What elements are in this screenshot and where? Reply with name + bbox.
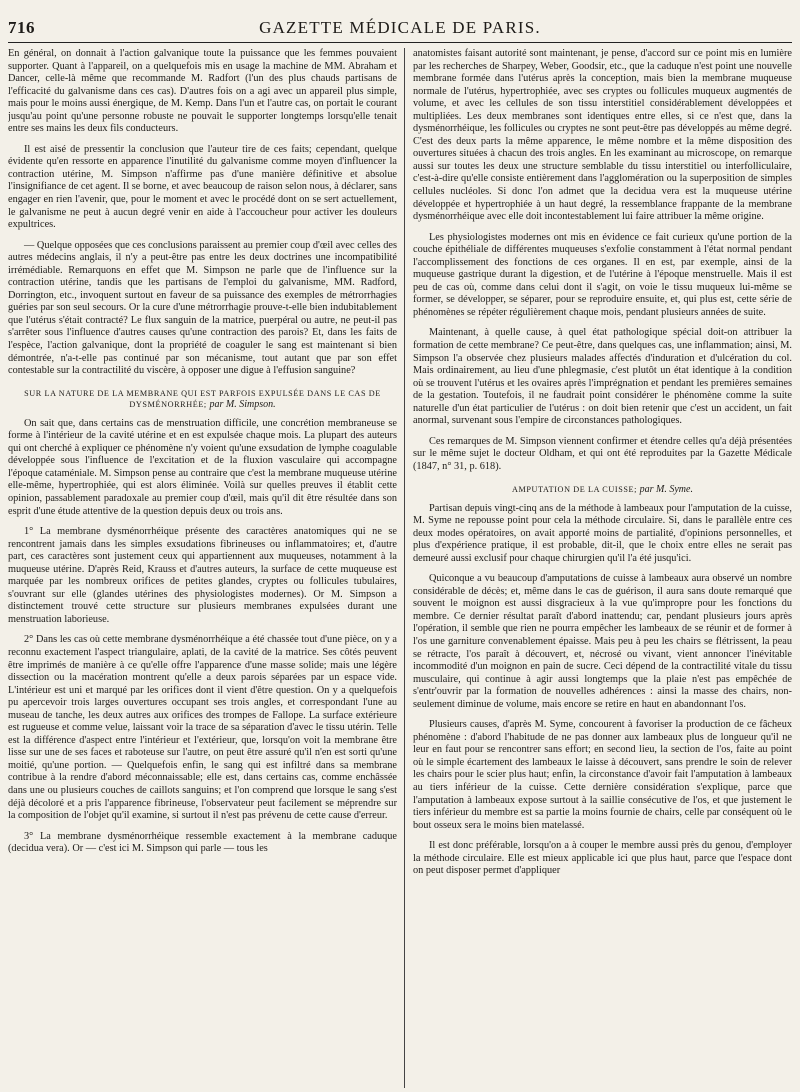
paragraph: Plusieurs causes, d'après M. Syme, concourent à favoriser la production de ce fâcheux phénomène : d'abord l'habitude de ne pas donner aux lambeaux plus de longueur qu'il ne leur en faut pour se rencontrer sans effort; en second lieu, la section de l'os, faite au point où le simple écartement des lambeaux le laisse à découvert, sans prendre le soin de relever les chairs pour le scier plus haut; enfin, la circonstance d'avoir fait l'amputation à lambeaux au tiers inférieur de la cuisse. Cette dernière considération s'explique, parce que l'amputation à lambeaux expose surtout à la saillie consécutive de l'os, et que justement le tiers inférieur du membre est sa partie la moins fournie de chairs, celle par conséquent où le bout osseux sera le moins bien matelassé. <box>413 719 792 831</box>
paragraph: anatomistes faisant autorité sont maintenant, je pense, d'accord sur ce point mis en lumière par les recherches de Sharpey, Weber, Goodsir, etc., que la caduque n'est point une nouvelle membrane formée dans l'utérus après la conception, mais bien la membrane muqueuse normale de l'utérus, hypertrophiée, avec ses cryptes ou follicules muqueux augmentés de volume, et avec les cellules de son tissu interstitiel considérablement développées et multipliées. Les deux membranes sont identiques entre elles, si ce n'est que, dans la dysménorrhéique, les follicules ou cryptes ne sont peut-être pas développés au même degré. C'est des deux parts la même apparence, le même nombre et la même disposition des ouvertures situées à chacun des trois angles. En les examinant au microscope, on remarque aussi sur toutes les deux une structure semblable du tissu interstitiel ou interfolliculaire, c'est-à-dire qu'elle consiste entièrement dans l'agglomération ou la superposition de simples cellules nucléoles. Si donc l'on admet que la decidua vera est la muqueuse utérine développée et hypertrophiée à un haut degré, la ressemblance frappante de la membrane dysménorrhéique avec elle doit incontestablement lui faire attribuer la même origine. <box>413 48 792 223</box>
section-heading-author: par M. Simpson. <box>209 398 276 410</box>
paragraph: Il est aisé de pressentir la conclusion que l'auteur tire de ces faits; cependant, quelque évidente qu'en ressorte en apparence l'inutilité du galvanisme comme moyen d'influencer la contraction utérine, M. Simpson n'affirme pas d'une manière définitive et absolue l'insignifiance de cet agent. Il se borne, et avec beaucoup de raison selon nous, à déclarer, sans engager en rien l'avenir, que, pour le moment et avec le procédé dont on se sert actuellement, le galvanisme ne peut à aucun degré venir en aide à l'accoucheur pour activer les douleurs expultrices. <box>8 143 397 231</box>
paragraph: Quiconque a vu beaucoup d'amputations de cuisse à lambeaux aura observé un nombre considérable de décès; et, même dans le cas de guérison, il aura sans doute remarqué que souvent le moignon est aussi disgracieux à la vue qu'impropre pour les fonctions du membre. Ce dernier résultat paraît d'abord inattendu; car, pendant plusieurs jours après l'opération, il semble que rien ne pourra empêcher les lambeaux de se réunir et de former à l'os une garniture convenablement épaisse. Mais peu à peu les chairs se flétrissent, la peau se rétracte, l'os paraît à découvert, et, nécrosé ou vivant, vient annoncer l'inévitable incommodité d'un moignon en pain de sucre. Ceci dépend de la contractilité vitale du tissu musculaire, qui continue à agir aussi longtemps que la plaie n'est pas empêchée de s'entr'ouvrir par la formation de nouvelles adhérences : ainsi la masse des chairs, non-seulement diminue de volume, mais encore se retire en haut en abandonnant l'os. <box>413 573 792 710</box>
section-heading <box>413 484 792 495</box>
paragraph: 1° La membrane dysménorrhéique présente des caractères anatomiques qui ne se rencontrent jamais dans les simples exsudations fibrineuses ou inflammatoires; et, d'autre part, ces caractères sont justement ceux qui appartiennent aux muqueuses, notamment à la muqueuse utérine. D'après Reid, Krauss et d'autres auteurs, la surface de cette muqueuse est marquée par les nombreux orifices de petites glandes, cryptes ou follicules tubulaires, s'ouvrant sur elle (glandes utérines des physiologistes modernes). Or M. Simpson a distinctement trouvé cette structure sur plusieurs membranes expulsées durant une menstruation laborieuse. <box>8 526 397 625</box>
header-rule <box>8 42 792 43</box>
paragraph: Ces remarques de M. Simpson viennent confirmer et étendre celles qu'a déjà présentées sur le même sujet le docteur Oldham, et qui ont été reproduites par la Gazette Médicale (1847, n° 31, p. 618). <box>413 435 792 472</box>
paragraph: Partisan depuis vingt-cinq ans de la méthode à lambeaux pour l'amputation de la cuisse, M. Syme ne repousse point pour cela la méthode circulaire. Si, dans le parallèle entre ces deux modes opératoires, on avait apporté moins de partialité, d'opinions personnelles, et plus d'expérience pratique, il est probable, dit-il, que le choix entre elles ne serait pas demeuré aussi exclusif pour chaque chirurgien qu'il l'a été jusqu'ici. <box>413 502 792 564</box>
right-column <box>413 48 792 1088</box>
section-heading-title: SUR LA NATURE DE LA MEMBRANE QUI EST PARFOIS EXPULSÉE DANS LE CAS DE DYSMÉNORRHÉE; <box>24 388 381 409</box>
section-heading <box>8 388 397 410</box>
page-header <box>0 0 800 44</box>
journal-title: GAZETTE MÉDICALE DE PARIS. <box>259 18 541 37</box>
section-heading-title: AMPUTATION DE LA CUISSE; <box>512 484 637 494</box>
paragraph: — Quelque opposées que ces conclusions paraissent au premier coup d'œil avec celles des autres médecins anglais, il n'y a peut-être pas entre les deux doctrines une incompatibilité irrémédiable. Remarquons en effet que M. Simpson ne parle que de l'influence sur la contraction utérine, tandis que les partisans de l'emploi du galvanisme, MM. Radford, Dorrington, etc., invoquent surtout en faveur de sa puissance des exemples de métrorrhagies guéries par son seul secours. Or la cure d'une métrorrhagie prouve-t-elle bien indubitablement que l'utérus s'était contracté? Le flux sanguin de la matrice, puerpéral ou autre, ne peut-il pas s'arrêter sous l'influence d'autres causes qu'une contraction des parois? Et, dans les faits de l'espèce, l'action galvanique, dont la propriété de coaguler le sang est maintenant si bien démontrée, n'a-t-elle pas continué par son mécanisme, tout autant que par son effet contestable sur la contractilité du viscère, à opposer une digue à l'effusion sanguine? <box>8 239 397 377</box>
left-column <box>8 48 397 1088</box>
paragraph: Il est donc préférable, lorsqu'on a à couper le membre aussi près du genou, d'employer la méthode circulaire. Elle est mieux applicable ici que plus haut, parce que l'espace dont on peut disposer permet d'appliquer <box>413 840 792 877</box>
section-heading-author: par M. Syme. <box>639 483 693 495</box>
paragraph: Les physiologistes modernes ont mis en évidence ce fait curieux qu'une portion de la couche épithéliale de différentes muqueuses s'exfolie constamment à l'état normal pendant l'accomplissement des fonctions de ces organes. Il en est, par exemple, ainsi de la muqueuse gastrique durant la digestion, et de l'utérine à l'époque menstruelle. Mais il est peu de cas où, comme dans celui dont il s'agit, on voie le tissu muqueux lui-même se former, se développer, se séparer, pour se reproduire ensuite, et, qui plus est, cette série de phénomènes se répéter régulièrement chaque mois, pendant plusieurs années de suite. <box>413 231 792 318</box>
paragraph: Maintenant, à quelle cause, à quel état pathologique spécial doit-on attribuer la formation de cette membrane? Ce peut-être, dans quelques cas, une inflammation; ainsi, M. Simpson l'a observée chez plusieurs malades affectés d'induration et d'ulcération du col. Mais ordinairement, au lieu d'une phlegmasie, c'est plutôt un état identique à la condition où se trouvent l'utérus et les ovaires après l'imprégnation et pendant les premières semaines de la gestation. Toutefois, il ne faudrait point considérer le phénomène comme la suite naturelle d'un état particulier de l'utérus : on doit bien retenir que c'est un accident, un fait anormal, survenant sous l'empire de circonstances pathologiques. <box>413 327 792 427</box>
paragraph: On sait que, dans certains cas de menstruation difficile, une concrétion membraneuse se forme à l'intérieur de la cavité utérine et en est expulsée chaque mois. La plupart des auteurs qui ont cherché à expliquer ce phénomène n'y voient qu'une exsudation de lymphe coagulable développée sous l'influence de l'excitation et de la fluxion vasculaire qui accompagne l'époque cataméniale. M. Simpson pense au contraire que c'est la membrane muqueuse utérine elle-même, hypertrophiée, qui est alors éliminée. Voilà sur quelles preuves il établit cette opinion, passablement paradoxale au premier coup d'œil, mais qu'il dit être résultée dans son esprit d'une étude attentive de la question depuis deux ou trois ans. <box>8 417 397 517</box>
column-divider <box>404 48 405 1088</box>
paragraph: En général, on donnait à l'action galvanique toute la puissance que les femmes pouvaient supporter. Quant à l'appareil, on a quelquefois mis en usage la machine de MM. Abraham et Dancer, celle-là même que recommande M. Radfort (l'un des plus chauds partisans de l'efficacité du galvanisme dans ces cas). D'autres fois on a agi avec un appareil plus simple, mais pour le moins aussi énergique, de M. Kemp. Dans l'un et l'autre cas, on portait le courant jusqu'au point qu'une personne robuste ne pouvait le supporter longtemps lorsqu'elle tenait entre ses mains les deux fils conducteurs. <box>8 48 397 135</box>
paragraph: 2° Dans les cas où cette membrane dysménorrhéique a été chassée tout d'une pièce, on y a reconnu exactement l'aspect triangulaire, aplati, de la cavité de la matrice. Ses côtés peuvent être imprimés de manière à ce qu'elle offre l'apparence d'une masse solide; mais une légère dissection ou la macération montrent qu'elle a deux parois séparées par un espace vide. L'intérieur est uni et marqué par les orifices dont il vient d'être question. On y a quelquefois pu apercevoir trois larges ouvertures occupant ses trois angles, et correspondant l'une au museau de tanche, les deux autres aux orifices des trompes de Fallope. La surface extérieure est rugueuse et comme velue, laissant voir la trace de sa séparation d'avec le tissu utérin. Telle est la différence d'aspect entre l'intérieur et l'extérieur, que, lorsqu'on voit la membrane être lisse sur une de ses faces et raboteuse sur l'autre, on peut être assuré qu'il n'en est sorti qu'une moitié, qu'une portion. — Quelquefois enfin, le sang qui est infiltré dans sa membrane contribue à la rendre d'abord méconnaissable; elle est, dans certains cas, comme enchâssée dans une ou plusieurs couches de caillots sanguins; et l'on comprend que lorsque le sang s'est déjà décoloré et a pris l'apparence fibrineuse, l'observateur peut facilement se méprendre sur la composition de l'objet qu'il examine, si surtout il n'est pas prévenu de cette cause d'erreur. <box>8 634 397 822</box>
paragraph: 3° La membrane dysménorrhéique ressemble exactement à la membrane caduque (decidua vera). Or — c'est ici M. Simpson qui parle — tous les <box>8 830 397 855</box>
page-number: 716 <box>8 18 35 37</box>
